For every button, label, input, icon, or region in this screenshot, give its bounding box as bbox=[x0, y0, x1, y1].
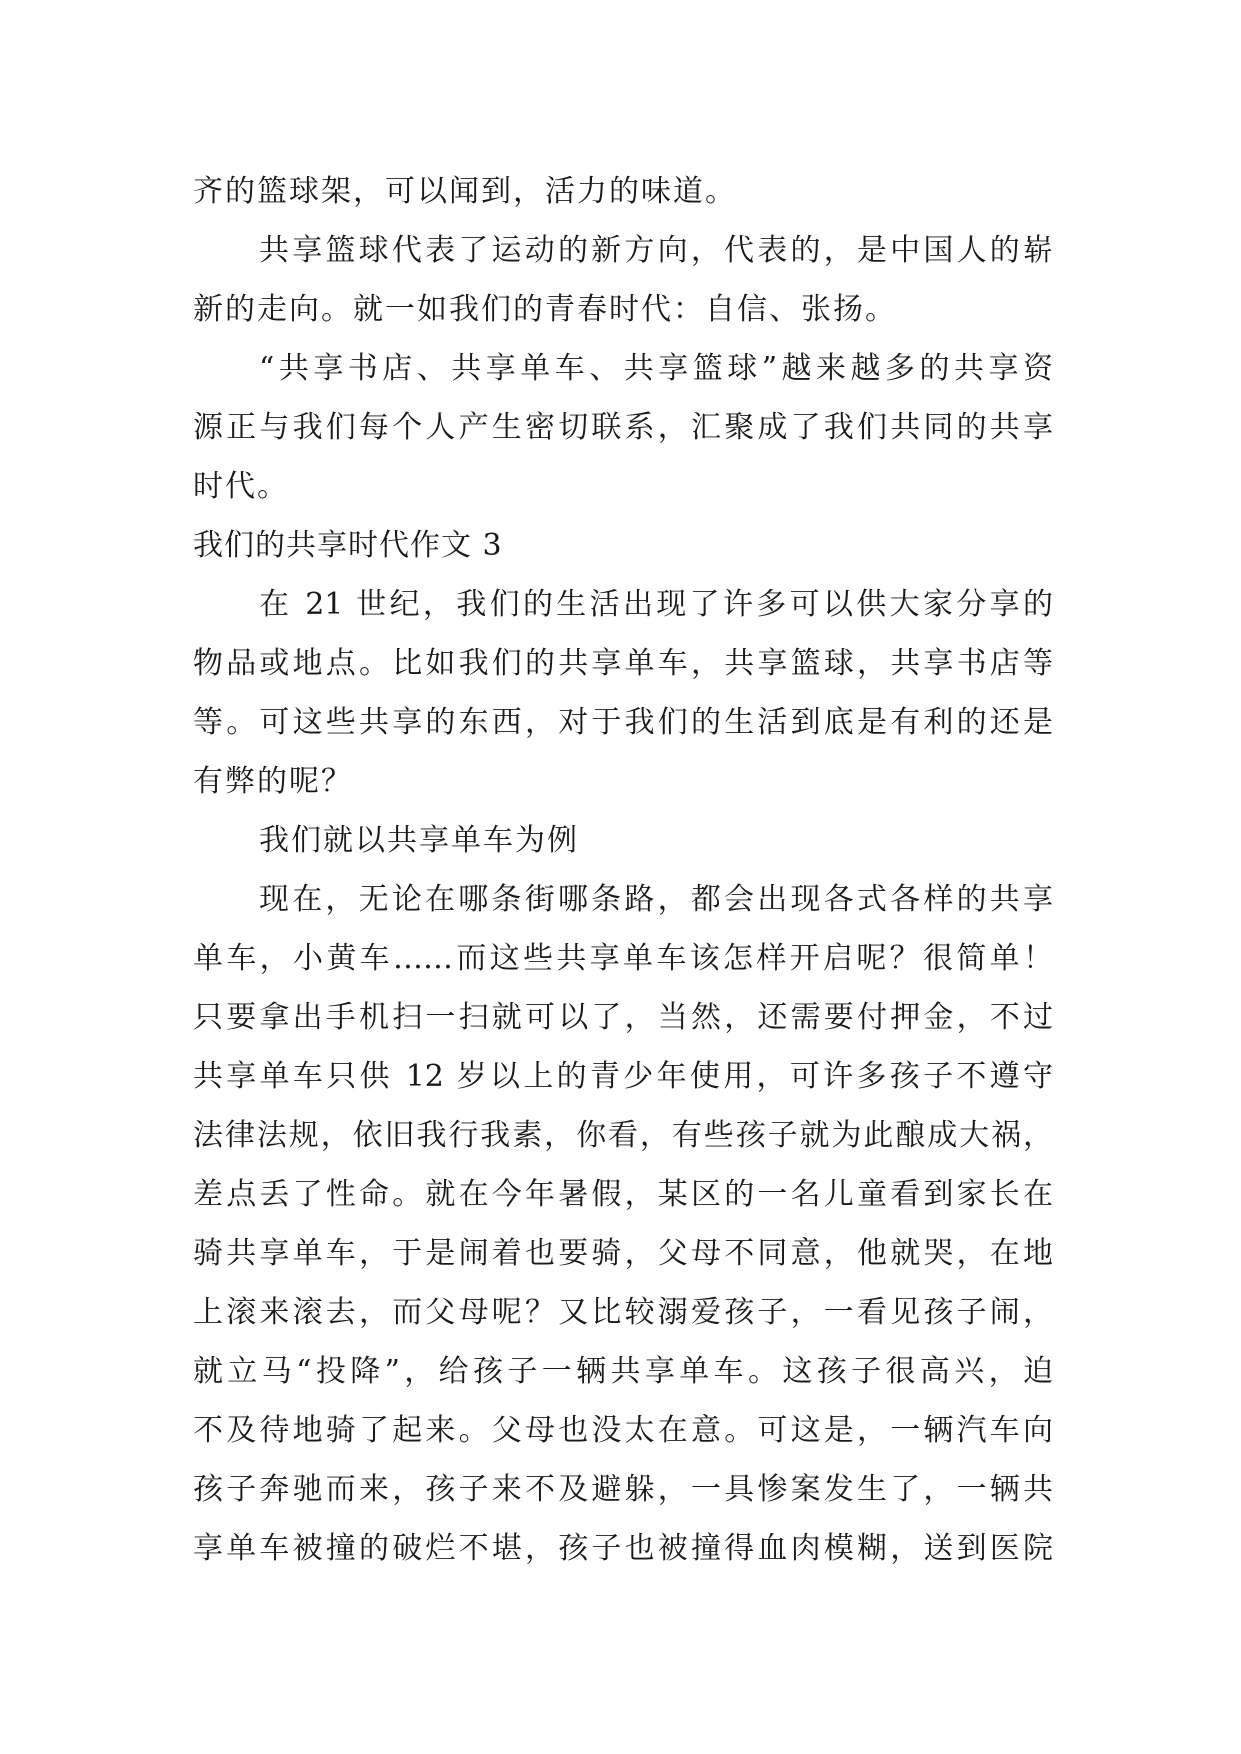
text-line: 不及待地骑了起来。父母也没太在意。可这是，一辆汽车向 bbox=[193, 1413, 1053, 1448]
text-line: 有弊的呢？ bbox=[193, 764, 353, 799]
text-line: “共享书店、共享单车、共享篮球”越来越多的共享资 bbox=[259, 351, 1053, 386]
text-line: 在 21 世纪，我们的生活出现了许多可以供大家分享的 bbox=[259, 587, 1053, 622]
text-line: 孩子奔驰而来，孩子来不及避躲，一具惨案发生了，一辆共 bbox=[193, 1472, 1053, 1507]
text-line: 只要拿出手机扫一扫就可以了，当然，还需要付押金，不过 bbox=[193, 1000, 1053, 1035]
text-line: 时代。 bbox=[193, 469, 289, 504]
text-line: 共享单车只供 12 岁以上的青少年使用，可许多孩子不遵守 bbox=[193, 1059, 1053, 1094]
section-heading: 我们的共享时代作文 3 bbox=[193, 528, 503, 563]
text-line: 我们就以共享单车为例 bbox=[259, 823, 579, 858]
text-line: 源正与我们每个人产生密切联系，汇聚成了我们共同的共享 bbox=[193, 410, 1053, 445]
text-line: 享单车被撞的破烂不堪，孩子也被撞得血肉模糊，送到医院 bbox=[193, 1531, 1053, 1566]
document-page bbox=[193, 162, 1053, 1578]
text-line: 共享篮球代表了运动的新方向，代表的，是中国人的崭 bbox=[259, 233, 1053, 268]
text-line: 上滚来滚去，而父母呢？又比较溺爱孩子，一看见孩子闹， bbox=[193, 1295, 1053, 1330]
text-line: 齐的篮球架，可以闻到，活力的味道。 bbox=[193, 174, 737, 209]
text-line: 就立马“投降”，给孩子一辆共享单车。这孩子很高兴，迫 bbox=[193, 1354, 1053, 1389]
text-line: 新的走向。就一如我们的青春时代：自信、张扬。 bbox=[193, 292, 897, 327]
text-line: 法律法规，依旧我行我素，你看，有些孩子就为此酿成大祸， bbox=[193, 1118, 1053, 1153]
text-line: 差点丢了性命。就在今年暑假，某区的一名儿童看到家长在 bbox=[193, 1177, 1053, 1212]
text-line: 骑共享单车，于是闹着也要骑，父母不同意，他就哭，在地 bbox=[193, 1236, 1053, 1271]
text-line: 物品或地点。比如我们的共享单车，共享篮球，共享书店等 bbox=[193, 646, 1053, 681]
text-line: 等。可这些共享的东西，对于我们的生活到底是有利的还是 bbox=[193, 705, 1053, 740]
text-line: 单车，小黄车……而这些共享单车该怎样开启呢？很简单！ bbox=[193, 941, 1053, 976]
text-line: 现在，无论在哪条街哪条路，都会出现各式各样的共享 bbox=[259, 882, 1053, 917]
